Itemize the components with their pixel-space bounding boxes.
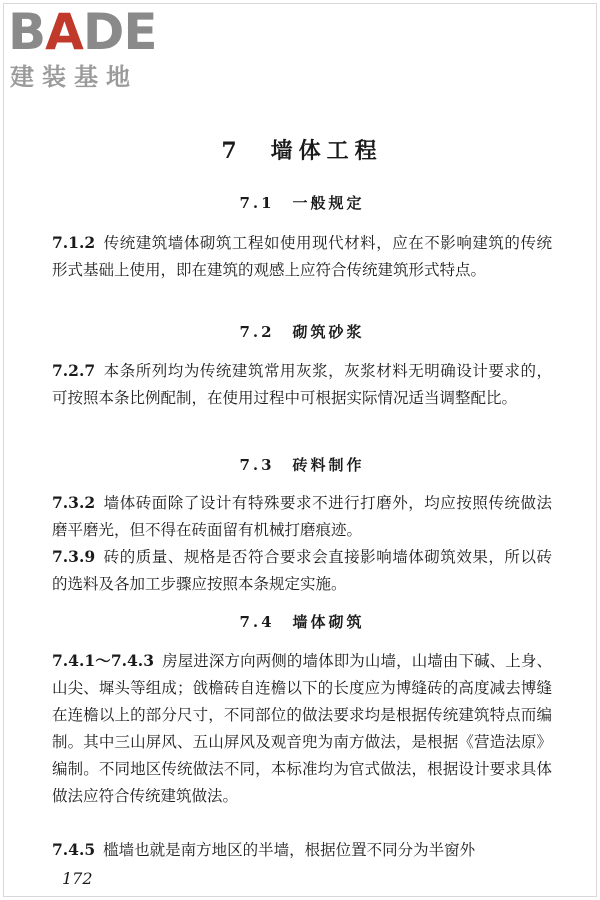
- clause-number: 7.3.9: [52, 547, 96, 566]
- section-title: 7.2 砌筑砂浆: [239, 323, 365, 341]
- clause-text: 本条所列均为传统建筑常用灰浆，灰浆材料无明确设计要求的，可按照本条比例配制，在使用过程中可根据实际情况适当调整配比。: [52, 362, 552, 407]
- clause: [52, 229, 552, 284]
- clause: [52, 357, 552, 412]
- section-title: 7.1 一般规定: [239, 194, 365, 212]
- section-title: 7.3 砖料制作: [239, 456, 365, 474]
- logo-subtitle: 建装基地: [10, 63, 138, 91]
- logo-letter-a: A: [45, 3, 83, 61]
- logo-letter-b: B: [8, 3, 46, 61]
- clause-number: 7.4.5: [52, 840, 96, 859]
- clause-number: 7.4.1～7.4.3: [52, 651, 154, 670]
- clause: [52, 489, 552, 544]
- clause-text: 传统建筑墙体砌筑工程如使用现代材料，应在不影响建筑的传统形式基础上使用，即在建筑的观感上应符合传统建筑形式特点。: [52, 234, 552, 279]
- clause-number: 7.3.2: [52, 493, 96, 512]
- clause-text: 砖的质量、规格是否符合要求会直接影响墙体砌筑效果，所以砖的选料及各加工步骤应按照本条规定实施。: [52, 548, 552, 593]
- clause: [52, 836, 552, 864]
- chapter-title: 7 墙体工程: [221, 138, 383, 164]
- logo: [8, 4, 178, 96]
- clause: [52, 543, 552, 598]
- section-title: 7.4 墙体砌筑: [239, 613, 365, 631]
- clause: [52, 647, 552, 810]
- page-number: 172: [62, 869, 93, 888]
- logo-wordmark: [8, 4, 157, 60]
- logo-letters-de: DE: [82, 3, 157, 61]
- clause-text: 槛墙也就是南方地区的半墙，根据位置不同分为半窗外: [103, 841, 476, 859]
- clause-number: 7.2.7: [52, 361, 96, 380]
- clause-text: 房屋进深方向两侧的墙体即为山墙，山墙由下碱、上身、山尖、墀头等组成；戗檐砖自连檐以下的长度应为博缝砖的高度减去博缝在连檐以上的部分尺寸，不同部位的做法要求均是根据传统建筑特点而编制。其中三山屏风、五山屏风及观音兜为南方做法，是根据《营造法原》编制。不同地区传统做法不同，本标准均为官式做法，根据设计要求具体做法应符合传统建筑做法。: [52, 652, 552, 805]
- clause-number: 7.1.2: [52, 233, 96, 252]
- clause-text: 墙体砖面除了设计有特殊要求不进行打磨外，均应按照传统做法磨平磨光，但不得在砖面留有机械打磨痕迹。: [52, 494, 552, 539]
